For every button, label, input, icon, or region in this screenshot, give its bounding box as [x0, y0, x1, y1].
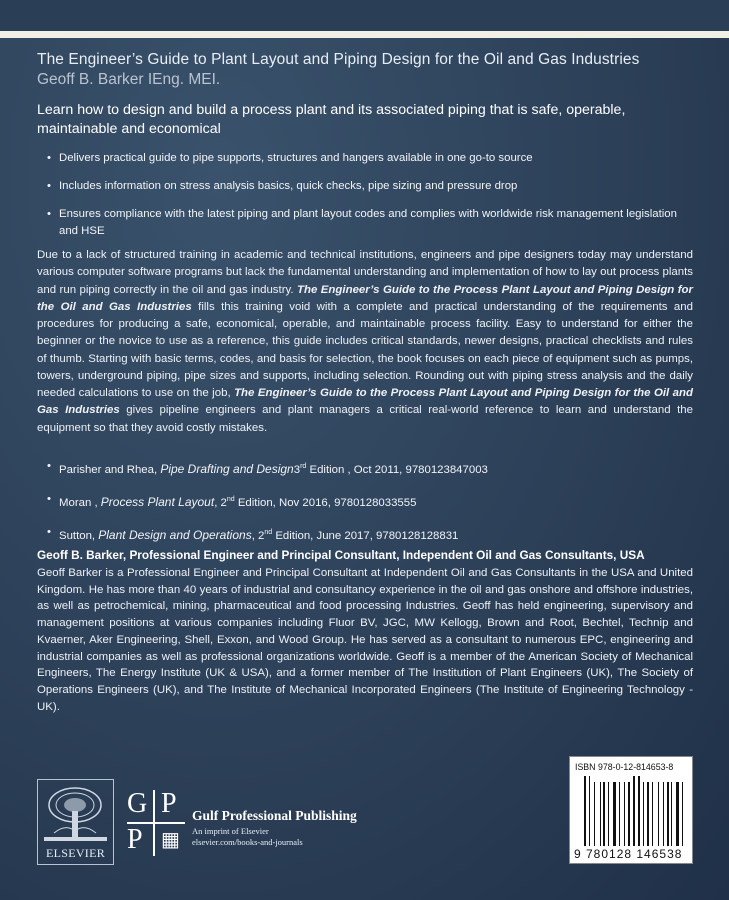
book-title: The Engineer’s Guide to Plant Layout and Piping Design for the Oil and Gas Industries [37, 51, 640, 68]
barcode-bar [673, 782, 675, 846]
barcode-bar [633, 776, 636, 846]
feature-bullet: • Ensures compliance with the latest piping and plant layout codes and complies with worldwide risk management legislation and HSE [47, 206, 687, 240]
isbn-label: ISBN 978-0-12-814653-8 [575, 762, 674, 772]
barcode-bars [584, 776, 687, 846]
barcode-bar [617, 782, 618, 846]
barcode-bar [594, 782, 595, 846]
barcode-bar [680, 776, 681, 846]
barcode-bar [652, 782, 653, 846]
publisher-imprint: An imprint of Elsevier [192, 826, 269, 836]
barcode-bar [658, 782, 659, 846]
feature-bullet: • Includes information on stress analysis basics, quick checks, pipe sizing and pressure drop [47, 178, 687, 195]
barcode-bar [671, 782, 672, 846]
gpp-divider [127, 822, 185, 824]
barcode-bar [676, 782, 679, 846]
related-titles-list [47, 458, 687, 544]
barcode-bar [684, 776, 686, 846]
barcode-bar [613, 782, 616, 846]
barcode-bar [610, 782, 612, 846]
author-bio-heading: Geoff B. Barker, Professional Engineer and Principal Consultant, Independent Oil and Gas Consultants, USA [37, 548, 645, 562]
barcode-bar [643, 782, 644, 846]
barcode-bar [636, 782, 637, 846]
description-book-title: The Engineer’s Guide to the Process Plant Layout and Piping Design for the Oil and Gas Industries [37, 283, 693, 313]
gpp-logo [127, 790, 185, 856]
barcode-bar [608, 782, 609, 846]
isbn-barcode [569, 756, 693, 864]
book-author: Geoff B. Barker IEng. MEI. [37, 71, 221, 88]
barcode-bar [645, 782, 646, 846]
description-text: Due to a lack of structured training in academic and technical institutions, engineers and pipe designers today may understand various computer software programs but lack the fundamental understanding and implementation of how to lay out process plants and run piping correctly in the oil and gas industry. [37, 249, 693, 296]
barcode-bar [584, 776, 586, 846]
barcode-bar [619, 782, 620, 846]
publisher-url: elsevier.com/books-and-journals [192, 837, 303, 847]
elsevier-logo [37, 779, 114, 865]
barcode-bar [601, 782, 602, 846]
barcode-bar [670, 782, 671, 846]
related-title-name: Process Plant Layout [100, 494, 215, 509]
barcode-number: 9 780128 146538 [574, 847, 683, 861]
barcode-bar [621, 782, 623, 846]
related-title-item: • Moran , Process Plant Layout, 2nd Edition, Nov 2016, 9780128033555 [47, 491, 687, 512]
related-title-item: • Parisher and Rhea, Pipe Drafting and Design3rd Edition , Oct 2011, 9780123847003 [47, 458, 687, 479]
barcode-bar [660, 782, 662, 846]
elsevier-tree-icon [44, 785, 107, 843]
elsevier-wordmark: ELSEVIER [45, 846, 106, 860]
gpp-letter: P [127, 824, 143, 855]
barcode-bar [665, 782, 666, 846]
barcode-bar [606, 782, 607, 846]
description-text: gives pipeline engineers and plant managers a critical real-world reference to learn and understand the equipment so that they avoid costly mistakes. [37, 404, 693, 434]
barcode-bar [663, 782, 664, 846]
barcode-bar [591, 782, 593, 846]
books-icon: ▦ [161, 829, 180, 851]
description-paragraph [37, 247, 693, 437]
publisher-name: Gulf Professional Publishing [192, 808, 357, 823]
barcode-bar [628, 782, 630, 846]
barcode-bar [589, 776, 590, 846]
barcode-bar [650, 782, 651, 846]
barcode-bar [654, 782, 657, 846]
gpp-letter: G [127, 788, 148, 819]
barcode-bar [641, 782, 642, 846]
barcode-bar [596, 782, 599, 846]
related-title-name: Pipe Drafting and Design [160, 461, 294, 476]
gpp-letter: P [161, 788, 177, 819]
lead-text: Learn how to design and build a process plant and its associated piping that is safe, operable, maintainable and economical [37, 102, 626, 137]
feature-bullet: • Delivers practical guide to pipe supports, structures and hangers available in one go-to source [47, 150, 687, 167]
feature-list [47, 150, 687, 240]
barcode-bar [603, 782, 605, 846]
barcode-bar [587, 782, 588, 846]
description-book-title: The Engineer’s Guide to the Process Plant Layout and Piping Design for the Oil and Gas Industries [37, 387, 693, 417]
barcode-bar [667, 782, 669, 846]
barcode-bar [682, 782, 683, 846]
top-strip [0, 0, 729, 38]
description-text: fills this training void with a complete and practical understanding of the requirements and procedures for producing a safe, economical, operable, and maintainable process facility. Easy to understand for either the beginner or the novice to use as a reference, this guide includes critical standards, newer designs, practical checklists and rules of thumb. Starting with basic terms, codes, and basis for selection, the book focuses on each piece of equipment such as pumps, towers, underground piping, pipe sizes and supports, including selection. Rounding out with piping stress analysis and the daily needed calculations to use on the job, [37, 300, 693, 399]
barcode-bar [600, 782, 601, 846]
author-bio: Geoff Barker is a Professional Engineer and Principal Consultant at Independent Oil and Gas Consultants in the USA and United Kingdom. He has more than 40 years of industrial and consultancy experience in the oil and gas onshore and offshore industries, as well as petrochemical, mining, pharmaceutical and food processing Industries. Geoff has held engineering, supervisory and management positions at various companies including Fluor BV, JGC, MW Kellogg, Brown and Root, Bechtel, Technip and Kvaerner, Aker Engineering, Shell, Exxon, and Wood Group. He has served as a consultant to numerous EPC, engineering and industrial companies as well as professional organizations worldwide. Geoff is a member of the American Society of Mechanical Engineers, The Energy Institute (UK & USA), and a former member of The Institution of Plant Engineers (UK), The Society of Operations Engineers (UK), and The Institute of Mechanical Incorporated Engineers (The Institute of Engineering Technology - UK). [37, 567, 693, 713]
barcode-bar [638, 776, 640, 846]
barcode-bar [647, 782, 649, 846]
related-title-name: Plant Design and Operations [98, 527, 252, 542]
related-title-item: • Sutton, Plant Design and Operations, 2nd Edition, June 2017, 9780128128831 [47, 524, 687, 545]
barcode-bar [624, 782, 625, 846]
barcode-bar [631, 782, 632, 846]
barcode-bar [626, 782, 627, 846]
